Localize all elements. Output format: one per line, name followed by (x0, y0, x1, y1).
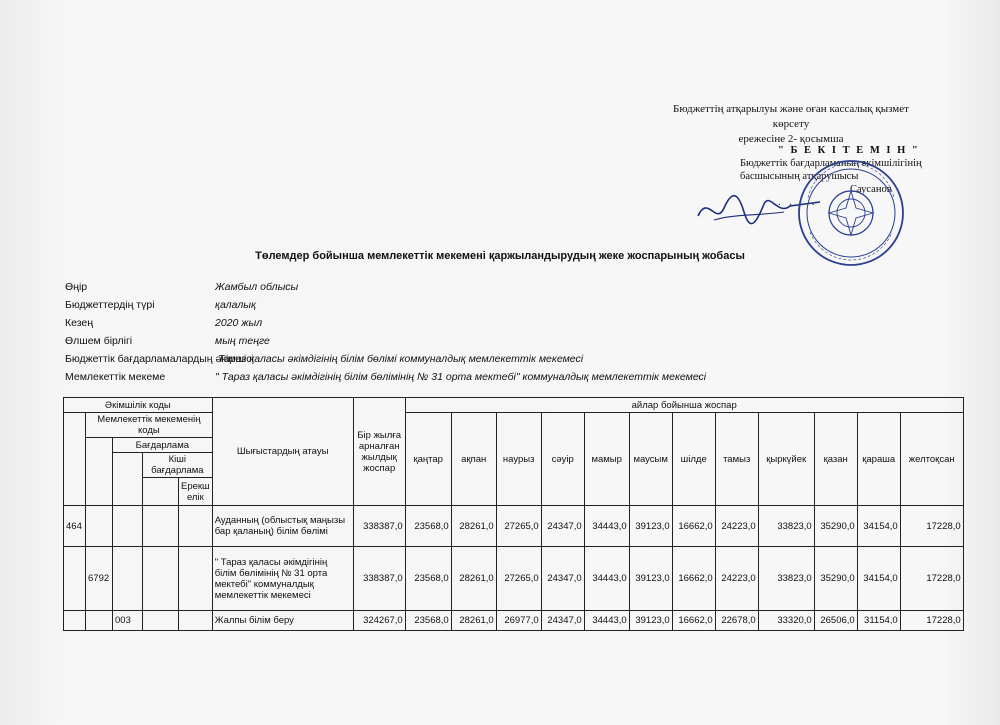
header-program: Бағдарлама (113, 438, 213, 453)
meta-label: Кезең (65, 317, 94, 329)
approval-word: " Б Е К І Т Е М І Н " (778, 145, 920, 156)
cell-institution (86, 506, 113, 547)
cell-subprogram (143, 506, 179, 547)
cell-month: 24347,0 (541, 547, 584, 611)
meta-label: Бюджеттердің түрі (65, 299, 155, 311)
cell-month: 35290,0 (814, 506, 857, 547)
cell-month: 35290,0 (814, 547, 857, 611)
table-row (64, 506, 964, 547)
cell-month: 27265,0 (496, 547, 541, 611)
cell-expense-name: " Тараз қаласы әкімдігінің білім бөлімінің № 31 орта мектебі" коммуналдық мемлекеттік мекемесі (212, 547, 353, 611)
approval-dots: . . . . (778, 197, 818, 208)
cell-month: 34443,0 (584, 547, 629, 611)
appendix-note (666, 102, 916, 147)
month-header: наурыз (496, 413, 541, 506)
cell-month: 28261,0 (451, 611, 496, 631)
cell-month: 24347,0 (541, 506, 584, 547)
document-title: Төлемдер бойынша мемлекеттік мекемені қаржыландырудың жеке жоспарының жобасы (255, 250, 745, 262)
cell-month: 23568,0 (405, 547, 451, 611)
month-header: мамыр (584, 413, 629, 506)
cell-month: 16662,0 (672, 547, 715, 611)
cell-month: 24347,0 (541, 611, 584, 631)
header-blank (64, 413, 86, 506)
cell-month: 28261,0 (451, 506, 496, 547)
table-row (64, 611, 964, 631)
meta-row-institution (65, 368, 865, 386)
meta-value: Жамбыл облысы (215, 281, 299, 293)
header-institution-code: Мемлекеттік мекеменің коды (86, 413, 213, 438)
approval-line-1: Бюджеттік бағдарламаның әкімшілігінің (740, 158, 922, 169)
cell-month: 39123,0 (629, 506, 672, 547)
meta-label: Өңір (65, 281, 88, 293)
cell-month: 33823,0 (758, 506, 814, 547)
cell-month: 33320,0 (758, 611, 814, 631)
header-blank (143, 478, 179, 506)
cell-admin: 464 (64, 506, 86, 547)
cell-specific (179, 506, 213, 547)
cell-month: 34443,0 (584, 506, 629, 547)
month-header: тамыз (715, 413, 758, 506)
month-header: қараша (857, 413, 900, 506)
cell-specific (179, 611, 213, 631)
meta-info (65, 278, 865, 386)
month-header: қазан (814, 413, 857, 506)
meta-label: Өлшем бірлігі (65, 335, 133, 347)
cell-month: 16662,0 (672, 611, 715, 631)
header-blank (86, 438, 113, 506)
header-blank (113, 453, 143, 506)
cell-month: 26506,0 (814, 611, 857, 631)
month-header: шілде (672, 413, 715, 506)
cell-month: 34443,0 (584, 611, 629, 631)
cell-month: 34154,0 (857, 506, 900, 547)
approval-line-2: басшысының атқарушысы (740, 171, 859, 182)
cell-institution: 6792 (86, 547, 113, 611)
cell-annual: 338387,0 (353, 506, 405, 547)
cell-month: 17228,0 (900, 547, 963, 611)
header-expense-name: Шығыстардың атауы (212, 398, 353, 506)
meta-row-unit (65, 332, 865, 350)
cell-program: 003 (113, 611, 143, 631)
cell-month: 39123,0 (629, 611, 672, 631)
month-header: сәуір (541, 413, 584, 506)
cell-month: 33823,0 (758, 547, 814, 611)
cell-month: 23568,0 (405, 611, 451, 631)
cell-month: 39123,0 (629, 547, 672, 611)
cell-admin (64, 611, 86, 631)
header-monthly-plan: айлар бойынша жоспар (405, 398, 963, 413)
cell-expense-name: Ауданның (облыстық маңызы бар қаланың) білім бөлімі (212, 506, 353, 547)
cell-institution (86, 611, 113, 631)
meta-value: " Тараз қаласы әкімдігінің білім бөлімінің № 31 орта мектебі" коммуналдық мемлекеттік мекемесі (215, 371, 707, 383)
cell-month: 28261,0 (451, 547, 496, 611)
cell-program (113, 547, 143, 611)
meta-row-budget-type (65, 296, 865, 314)
cell-month: 22678,0 (715, 611, 758, 631)
meta-label: Мемлекеттік мекеме (65, 371, 166, 383)
cell-month: 24223,0 (715, 506, 758, 547)
meta-row-administrator (65, 350, 865, 368)
cell-month: 17228,0 (900, 506, 963, 547)
cell-month: 31154,0 (857, 611, 900, 631)
cell-annual: 338387,0 (353, 547, 405, 611)
month-header: қыркүйек (758, 413, 814, 506)
header-subprogram: Кіші бағдарлама (143, 453, 213, 478)
meta-row-period (65, 314, 865, 332)
month-header: маусым (629, 413, 672, 506)
header-specific: Ерекш елік (179, 478, 213, 506)
cell-month: 16662,0 (672, 506, 715, 547)
meta-value: мың теңге (215, 335, 270, 347)
header-admin-code: Әкімшілік коды (64, 398, 213, 413)
month-header: желтоқсан (900, 413, 963, 506)
cell-subprogram (143, 547, 179, 611)
cell-subprogram (143, 611, 179, 631)
cell-admin (64, 547, 86, 611)
cell-month: 27265,0 (496, 506, 541, 547)
cell-annual: 324267,0 (353, 611, 405, 631)
meta-value: қалалық (215, 299, 256, 311)
meta-row-region (65, 278, 865, 296)
approval-name: Саусанов (850, 184, 892, 195)
cell-month: 24223,0 (715, 547, 758, 611)
header-annual-plan: Бір жылға арналған жылдық жоспар (353, 398, 405, 506)
cell-expense-name: Жалпы білім беру (212, 611, 353, 631)
cell-month: 26977,0 (496, 611, 541, 631)
appendix-line-2: ережесіне 2- қосымша (738, 133, 844, 145)
month-header: ақпан (451, 413, 496, 506)
meta-label: Бюджеттік бағдарламалардың әкімшісі (65, 353, 254, 365)
appendix-line-1: Бюджеттің атқарылуы және оған кассалық қызмет көрсету (673, 103, 909, 130)
month-header: қаңтар (405, 413, 451, 506)
cell-month: 23568,0 (405, 506, 451, 547)
meta-value: Тараз қаласы әкімдігінің білім бөлімі коммуналдық мемлекеттік мекемесі (218, 353, 584, 365)
financing-plan-table (63, 397, 964, 631)
meta-value: 2020 жыл (215, 317, 263, 329)
cell-program (113, 506, 143, 547)
cell-month: 34154,0 (857, 547, 900, 611)
cell-month: 17228,0 (900, 611, 963, 631)
cell-specific (179, 547, 213, 611)
table-row (64, 547, 964, 611)
